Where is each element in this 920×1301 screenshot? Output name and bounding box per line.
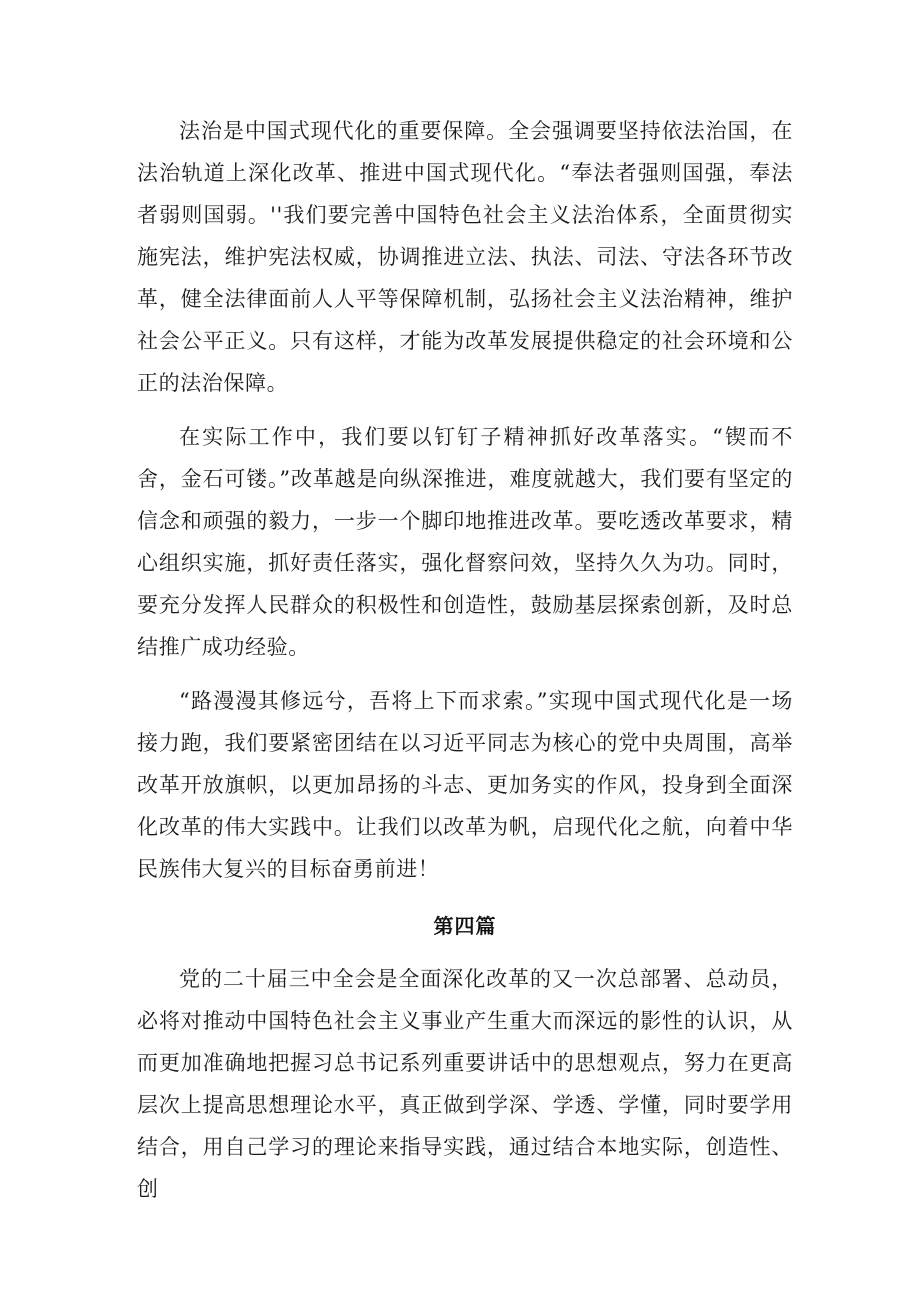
document-body	[137, 110, 793, 1210]
paragraph-rule-of-law: 法治是中国式现代化的重要保障。全会强调要坚持依法治国，在法治轨道上深化改革、推进中国式现代化。“奉法者强则国强，奉法者弱则国弱。''我们要完善中国特色社会主义法治体系，全面贯彻实施宪法，维护宪法权威，协调推进立法、执法、司法、守法各环节改革，健全法律面前人人平等保障机制，弘扬社会主义法治精神，维护社会公平正义。只有这样，才能为改革发展提供稳定的社会环境和公正的法治保障。	[137, 119, 793, 395]
paragraph-plenary-session: 党的二十届三中全会是全面深化改革的又一次总部署、总动员，必将对推动中国特色社会主义事业产生重大而深远的影性的认识，从而更加准确地把握习总书记系列重要讲话中的思想观点，努力在更高层次上提高思想理论水平，真正做到学深、学透、学懂，同时要学用结合，用自己学习的理论来指导实践，通过结合本地实际，创造性、创	[137, 967, 793, 1201]
section-heading: 第四篇	[433, 914, 497, 938]
paragraph-implementation: 在实际工作中，我们要以钉钉子精神抓好改革落实。“锲而不舍，金石可镂。”改革越是向纵深推进，难度就越大，我们要有坚定的信念和顽强的毅力，一步一个脚印地推进改革。要吃透改革要求，精心组织实施，抓好责任落实，强化督察问效，坚持久久为功。同时，要充分发挥人民群众的积极性和创造性，鼓励基层探索创新，及时总结推广成功经验。	[137, 425, 793, 659]
paragraph-conclusion: “路漫漫其修远兮，吾将上下而求索。”实现中国式现代化是一场接力跑，我们要紧密团结在以习近平同志为核心的党中央周围，高举改革开放旗帜，以更加昂扬的斗志、更加务实的作风，投身到全面深化改革的伟大实践中。让我们以改革为帆，启现代化之航，向着中华民族伟大复兴的目标奋勇前进！	[137, 689, 793, 881]
